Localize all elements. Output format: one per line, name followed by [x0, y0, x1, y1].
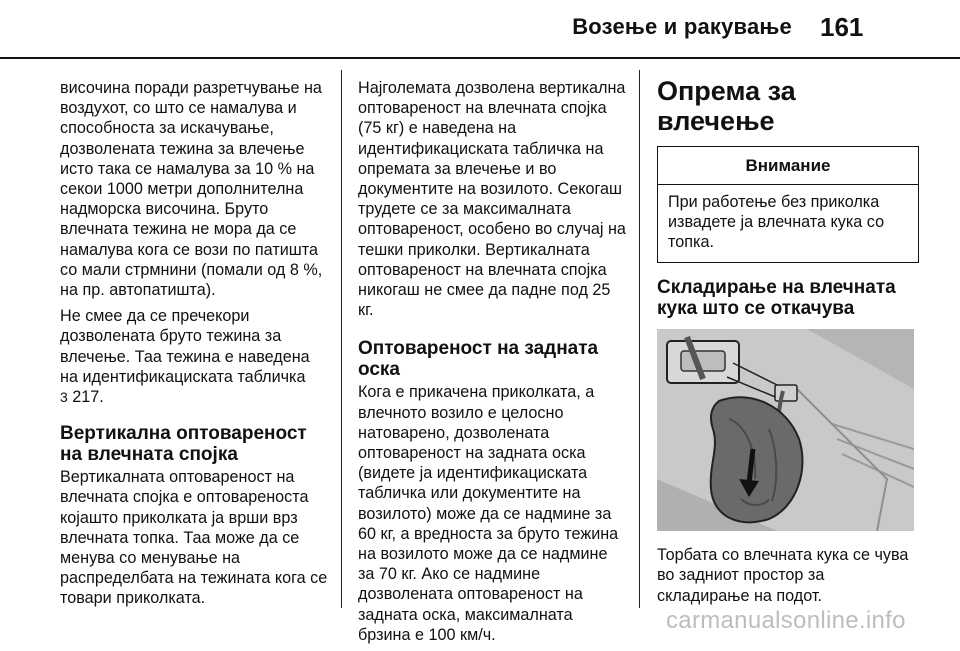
- column-3: [657, 76, 919, 612]
- figure-caption: Торбата со влечната кука се чува во задниот простор за складирање на подот.: [657, 546, 909, 605]
- section-heading: Вертикална оптовареност на влечната спојка: [60, 423, 307, 466]
- header-title: Возење и ракување: [572, 14, 792, 39]
- paragraph-text: Не смее да се пречекори дозволената бруто тежина за влечење. Таа тежина е наведена на идентификациската табличка: [60, 307, 310, 386]
- watermark: carmanualsonline.info: [666, 607, 906, 634]
- page-reference[interactable]: 217.: [67, 388, 104, 407]
- towbar-bag-illustration: [657, 329, 914, 531]
- section-heading: Складирање на влечната кука што се откачува: [657, 277, 896, 320]
- warning-title: Внимание: [658, 147, 918, 185]
- section-title: Опрема за влечење: [657, 76, 796, 136]
- reference-arrow-icon[interactable]: 3: [60, 389, 68, 406]
- page-number: 161: [820, 12, 864, 42]
- paragraph: Вертикалната оптовареност на влечната спојка е оптовареноста којашто приколката ја врши врз влечната топка. Таа може да се менува со менување на распределбата на тежината кога се товари приколката.: [60, 468, 328, 608]
- column-divider-2: [639, 70, 640, 608]
- header-rule: [0, 57, 960, 59]
- column-divider-1: [341, 70, 342, 608]
- towbar-storage-figure: [657, 329, 914, 531]
- column-1: [60, 78, 330, 615]
- paragraph: височина поради разретчување на воздухот, со што се намалува и способноста за искачување, дозволената тежина за влечење исто така се намалува за 10 % на секои 1000 метри дополнителна надморска височина. Бруто влечната тежина не мора да се намалува кога се вози по патишта со мали стрмнини (помали од 8 %, на пр. автопатишта).: [60, 79, 323, 300]
- paragraph: Најголемата дозволена вертикална оптовареност на влечната спојка (75 кг) е наведена на идентификациската табличка на опремата за влечење и во документите на возилото. Секогаш трудете се за максималната оптовареност, особено во случај на тешки приколки. Вертикалната оптовареност на влечната спојка никогаш не смее да падне под 25 кг.: [358, 79, 626, 320]
- paragraph: Кога е прикачена приколката, а влечното возило е целосно натоварено, дозволената оптовареност на задната оска (видете ја идентификациската табличка или документите на возилото) може да се надмине за 60 кг, а вредноста за бруто тежина на возилото може да се надмине за 70 кг. Ако се надмине дозволената оптовареност на задната оска, максималната брзина е 100 км/ч.: [358, 383, 619, 644]
- paragraph: [60, 306, 330, 407]
- warning-text: При работење без приколка извадете ја влечната кука со топка.: [668, 193, 885, 252]
- warning-box: [657, 146, 919, 263]
- column-2: [358, 78, 626, 651]
- section-heading: Оптовареност на задната оска: [358, 338, 599, 381]
